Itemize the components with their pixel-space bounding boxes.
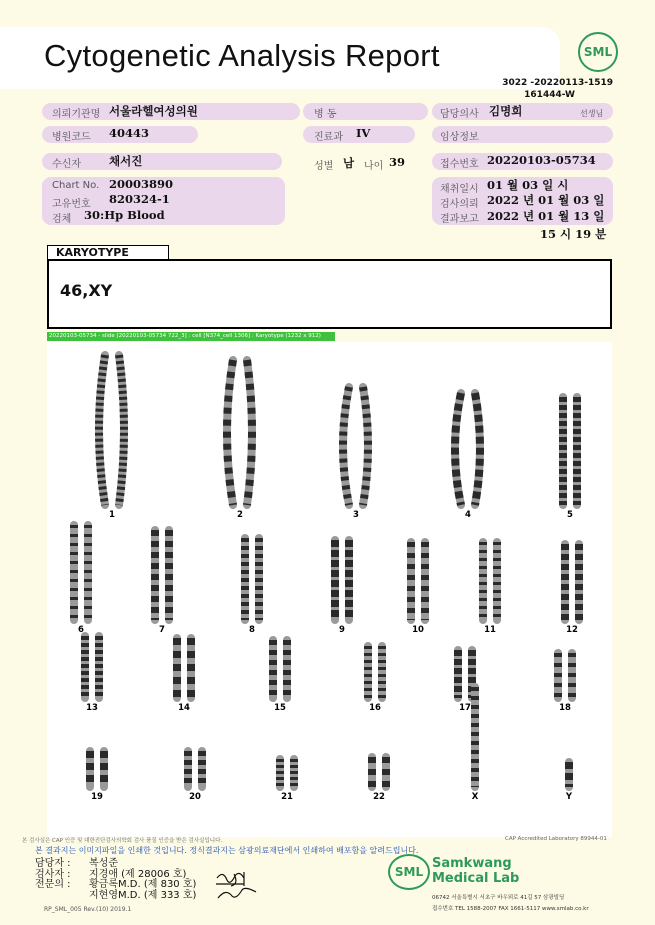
lab-address-1: 06742 서울특별시 서초구 바우뫼로 41길 57 삼광빌딩 (432, 895, 565, 901)
form-code: RP_SML_005 Rev.(10) 2019.1 (44, 906, 132, 913)
chromosome-pair-4 (455, 393, 480, 505)
expert-label: 전문의 : (35, 879, 71, 890)
chromosome-pair-5 (563, 397, 577, 505)
chromosome-pair-22 (372, 757, 386, 787)
chromosome-pair-18 (558, 653, 572, 698)
chromosome-pair-6 (74, 525, 88, 620)
chromosome-pair-13 (85, 636, 99, 698)
chromosome-pair-12 (565, 544, 579, 620)
slide-info-bar: 20220103-05734 - slide [20220103-05734 722_3] : cell [N374_cell 1306] : Karyotype (1232 x 912) (47, 332, 335, 341)
chromosome-label-19: 19 (91, 792, 103, 802)
cap-text: CAP Accredited Laboratory 89944-01 (505, 836, 607, 842)
chromosome-label-10: 10 (412, 625, 424, 635)
person-label: 담당자 : (35, 858, 71, 869)
doctor-value: 김명희 (489, 104, 523, 118)
unique-label: 고유번호 (52, 199, 91, 210)
patient-value: 채서진 (109, 154, 143, 168)
chromosome-pair-14 (177, 638, 191, 698)
department-value: IV (356, 126, 371, 140)
chromosome-label-20: 20 (189, 792, 201, 802)
chromosome-pair-20 (188, 751, 202, 787)
expert-value-1: 황금록M.D. (제 830 호) (89, 879, 197, 890)
ward-label: 병 동 (314, 109, 337, 120)
chromosome-pair-1 (99, 355, 124, 505)
chromosome-pair-15 (273, 640, 287, 698)
clinical-label: 임상정보 (440, 132, 479, 143)
image-note: 본 결과지는 이미지파일을 인쇄한 것입니다. 정식결과지는 삼광의료재단에서 인쇄하여 배포함을 알려드립니다. (35, 846, 419, 855)
chromosome-pair-8 (245, 538, 259, 620)
request-number-1: 3022 -20220113-1519 (502, 78, 613, 88)
chromosome-label-12: 12 (566, 625, 578, 635)
report-value: 2022 년 01 월 13 일 (487, 209, 605, 223)
sex-label: 성별 (314, 161, 334, 172)
chromosome-pair-10 (411, 542, 425, 620)
chromosome-label-21: 21 (281, 792, 293, 802)
specimen-label: 검체 (52, 214, 72, 225)
chart-value: 20003890 (109, 177, 174, 191)
chromosome-label-7: 7 (159, 625, 165, 635)
page-title: Cytogenetic Analysis Report (44, 38, 440, 73)
unique-value: 820324-1 (109, 192, 170, 206)
lab-name-2: Medical Lab (432, 871, 520, 886)
chromosome-label-4: 4 (465, 510, 471, 520)
chromosome-pair-21 (280, 759, 294, 787)
chromosome-label-X: X (471, 792, 479, 802)
chromosome-pair-3 (343, 387, 368, 505)
chromosome-pair-9 (335, 540, 349, 620)
karyotype-box (47, 259, 612, 329)
hospital-code-value: 40443 (109, 126, 150, 140)
chromosome-pair-2 (227, 360, 252, 505)
chromosome-label-17: 17 (459, 703, 471, 713)
accreditation-note: 본 검사실은 CAP 인증 및 대한진단검사의학회 검사 품질 인증을 받은 검사실입니다. (22, 838, 223, 844)
chromosome-label-8: 8 (249, 625, 255, 635)
report-label: 결과보고 (440, 214, 479, 225)
request-value: 2022 년 01 월 03 일 (487, 193, 605, 207)
chromosome-label-11: 11 (484, 625, 496, 635)
chromosome-label-3: 3 (353, 510, 359, 520)
institution-label: 의뢰기관명 (52, 109, 101, 120)
expert-value-2: 지현영M.D. (제 333 호) (89, 890, 197, 901)
institution-value: 서울라헬여성의원 (109, 104, 198, 118)
hospital-code-label: 병원코드 (52, 132, 91, 143)
chromosome-label-5: 5 (567, 510, 573, 520)
tester-value: 지경애 (제 28006 호) (89, 869, 187, 880)
chromosome-label-14: 14 (178, 703, 190, 713)
karyogram-image (47, 342, 612, 837)
patient-label: 수신자 (52, 159, 81, 170)
chromosome-label-6: 6 (78, 625, 84, 635)
doctor-label: 담당의사 (440, 109, 479, 120)
chromosome-label-16: 16 (369, 703, 381, 713)
sml-logo: SML (578, 32, 618, 72)
chromosome-label-18: 18 (559, 703, 571, 713)
karyogram-panel (47, 342, 612, 837)
request-label: 검사의뢰 (440, 199, 479, 210)
chromosome-pair-17 (458, 650, 472, 698)
tester-label: 검사자 : (35, 869, 71, 880)
request-number-2: 161444-W (524, 90, 575, 100)
lab-logo: SML (388, 854, 430, 890)
karyotype-result: 46,XY (60, 281, 113, 300)
karyotype-tab: KARYOTYPE (47, 245, 169, 259)
receipt-label: 접수번호 (440, 159, 479, 170)
chromosome-pair-7 (155, 530, 169, 620)
chromosome-label-2: 2 (237, 510, 243, 520)
chromosome-label-15: 15 (274, 703, 286, 713)
chromosome-label-22: 22 (373, 792, 385, 802)
chromosome-pair-11 (483, 542, 497, 620)
doctor-suffix: 선생님 (580, 109, 604, 118)
chromosome-pair-16 (368, 646, 382, 698)
sex-value: 남 (343, 156, 355, 170)
signature-image (214, 868, 260, 904)
chromosome-label-Y: Y (565, 792, 573, 802)
lab-address-2: 접수번호 TEL 1588-2007 FAX 1661-5117 www.smlab.co.kr (432, 906, 589, 912)
person-value: 복성준 (89, 858, 118, 869)
report-time: 15 시 19 분 (540, 227, 607, 241)
chromosome-label-9: 9 (339, 625, 345, 635)
chromosome-label-13: 13 (86, 703, 98, 713)
chromosome-pair-19 (90, 751, 104, 787)
receipt-value: 20220103-05734 (487, 153, 596, 167)
chart-label: Chart No. (52, 180, 100, 191)
collect-value: 01 월 03 일 시 (487, 178, 569, 192)
lab-name-1: Samkwang (432, 856, 512, 871)
specimen-value: 30:Hp Blood (84, 208, 165, 222)
collect-label: 채취일시 (440, 184, 479, 195)
age-label: 나이 (364, 161, 384, 172)
chromosome-label-1: 1 (109, 510, 115, 520)
department-label: 진료과 (314, 132, 343, 143)
age-value: 39 (389, 155, 406, 169)
